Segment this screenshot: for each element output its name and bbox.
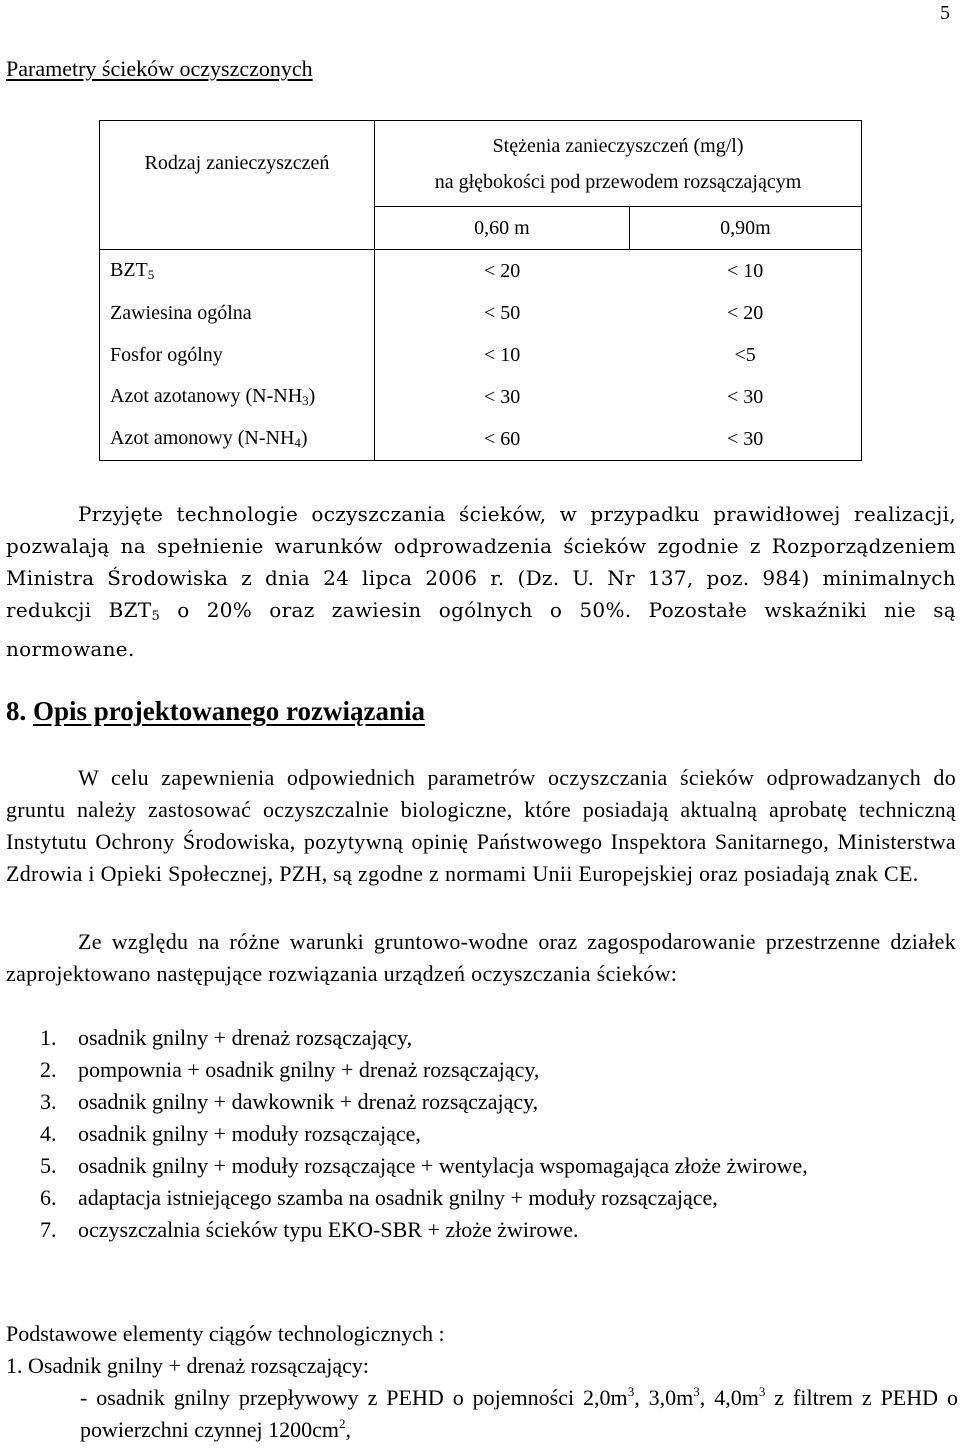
value-060: < 10: [375, 334, 630, 376]
section-heading: [6, 696, 425, 727]
list-item: 3. osadnik gnilny + dawkownik + drenaż rozsączający,: [40, 1089, 539, 1114]
value-060: < 30: [375, 376, 630, 418]
list-item: 5. osadnik gnilny + moduły rozsączające + wentylacja wspomagająca złoże żwirowe,: [40, 1153, 808, 1178]
pollutant-name: Azot azotanowy $(N-NH_3)$: [100, 376, 375, 418]
table-row: [100, 292, 862, 334]
pollutant-name: Zawiesina ogólna: [100, 292, 375, 334]
section-number: 8.: [6, 696, 27, 726]
parameters-table: [99, 120, 862, 461]
concentration-header: [375, 121, 862, 207]
value-090: < 30: [629, 418, 861, 461]
pollutant-name: Fosfor ogólny: [100, 334, 375, 376]
value-090: < 30: [629, 376, 861, 418]
section-title: Opis projektowanego rozwiązania: [33, 696, 426, 726]
concentration-header-line2: na głębokości pod przewodem rozsączającym: [434, 170, 802, 193]
subsection-heading: 1. Osadnik gnilny + drenaż rozsączający:: [6, 1353, 370, 1378]
list-item: 4. osadnik gnilny + moduły rozsączające,: [40, 1121, 421, 1146]
col-header-pollutant-type-label: Rodzaj zanieczyszczeń: [144, 152, 330, 175]
value-090: < 20: [629, 292, 861, 334]
list-item: 6. adaptacja istniejącego szamba na osadnik gnilny + moduły rozsączające,: [40, 1185, 718, 1210]
list-item: 7. oczyszczalnia ścieków typu EKO-SBR + złoże żwirowe.: [40, 1217, 579, 1242]
value-060: < 50: [375, 292, 630, 334]
value-090: <5: [629, 334, 861, 376]
paragraph-technologies: Przyjęte technologie oczyszczania ścieków, w przypadku prawidłowej realizacji, pozwalają na spełnienie warunków odprowadzenia ścieków zgodnie z Rozporządzeniem Ministra Środowiska z dnia 24 lipca 2006 r. (Dz. U. Nr 137, poz. 984) minimalnych redukcji $BZT_5$ o 20% oraz zawiesin ogólnych o 50%. Pozostałe wskaźniki nie są normowane.: [6, 502, 956, 661]
value-060: < 20: [375, 250, 630, 293]
pollutant-name: $BZT_5$: [100, 250, 375, 293]
basic-elements-heading: Podstawowe elementy ciągów technologicznych :: [6, 1321, 445, 1346]
paragraph-conditions: Ze względu na różne warunki gruntowo-wodne oraz zagospodarowanie przestrzenne działek zaprojektowano następujące rozwiązania urządzeń oczyszczania ścieków:: [6, 929, 956, 986]
depth-header-2: 0,90m: [629, 207, 861, 250]
value-090: < 10: [629, 250, 861, 293]
col-header-pollutant-type: [100, 121, 375, 207]
page-number: 5: [940, 2, 950, 24]
table-row: [100, 250, 862, 293]
list-item: 1. osadnik gnilny + drenaż rozsączający,: [40, 1025, 413, 1050]
paragraph-description: W celu zapewnienia odpowiednich parametrów oczyszczania ścieków odprowadzanych do gruntu należy zastosować oczyszczalnie biologiczne, które posiadają aktualną aprobatę techniczną Instytutu Ochrony Środowiska, pozytywną opinię Państwowego Inspektora Sanitarnego, Ministerstwa Zdrowia i Opieki Społecznej, PZH, są zgodne z normami Unii Europejskiej oraz posiadają znak CE.: [6, 765, 956, 886]
pollutant-name: Azot amonowy $(N-NH_4)$: [100, 418, 375, 461]
value-060: < 60: [375, 418, 630, 461]
solutions-list: [6, 1022, 956, 1246]
dash-list-item: - osadnik gnilny przepływowy z PEHD o pojemności $2,0m^3$, $3,0m^3$, $4,0m^3$ z filtrem z PEHD o powierzchni czynnej $1200cm^2$,: [80, 1384, 958, 1442]
col-header-pollutant-empty: [100, 207, 375, 250]
concentration-header-line1: Stężenia zanieczyszczeń (mg/l): [492, 134, 744, 157]
table-row: [100, 334, 862, 376]
table-row: [100, 376, 862, 418]
section-caption: Parametry ścieków oczyszczonych: [6, 56, 313, 81]
list-item: 2. pompownia + osadnik gnilny + drenaż rozsączający,: [40, 1057, 540, 1082]
table-row: [100, 418, 862, 461]
depth-header-1: 0,60 m: [375, 207, 630, 250]
